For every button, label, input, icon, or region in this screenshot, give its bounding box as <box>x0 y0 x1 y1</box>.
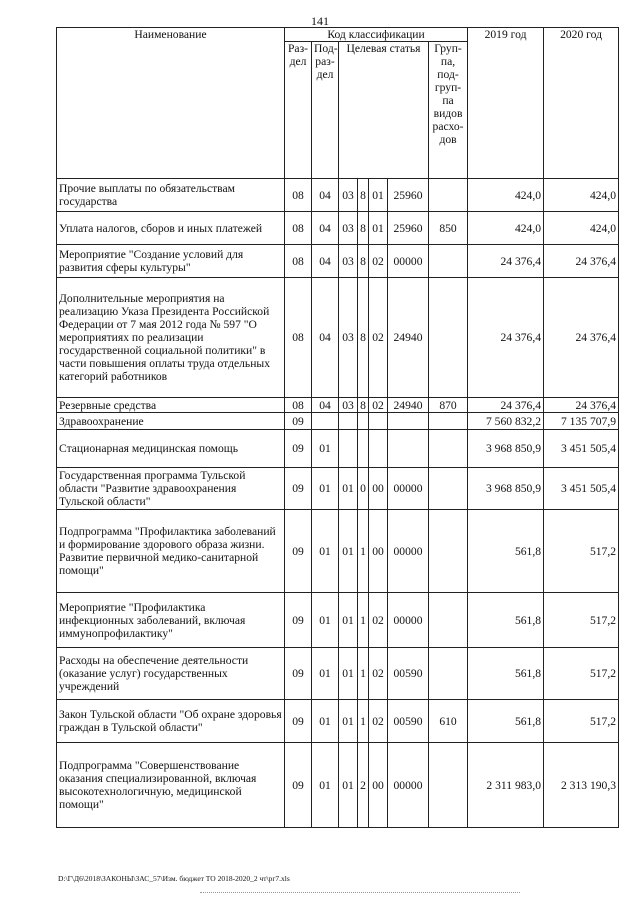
cell-rz: 08 <box>285 398 312 413</box>
cell-name: Государственная программа Тульской области "Развитие здравоохранения Тульской области" <box>57 468 285 510</box>
cell-pr: 01 <box>312 743 339 828</box>
cell-name: Здравоохранение <box>57 413 285 430</box>
cell-d <box>388 430 429 468</box>
cell-rz: 09 <box>285 413 312 430</box>
cell-y2020: 3 451 505,4 <box>544 430 619 468</box>
cell-y2020: 24 376,4 <box>544 278 619 398</box>
cell-a: 01 <box>339 743 358 828</box>
cell-name: Закон Тульской области "Об охране здоровья граждан в Тульской области" <box>57 700 285 743</box>
cell-vr <box>429 743 468 828</box>
cell-vr <box>429 593 468 648</box>
cell-d: 00590 <box>388 648 429 700</box>
cell-y2020: 7 135 707,9 <box>544 413 619 430</box>
cell-y2020: 517,2 <box>544 510 619 593</box>
cell-vr <box>429 179 468 212</box>
cell-d: 24940 <box>388 398 429 413</box>
cell-y2019: 424,0 <box>468 179 544 212</box>
cell-b: 8 <box>358 278 369 398</box>
table-row <box>57 245 619 278</box>
cell-vr <box>429 245 468 278</box>
cell-b: 1 <box>358 593 369 648</box>
cell-pr: 01 <box>312 700 339 743</box>
cell-d: 00000 <box>388 468 429 510</box>
table-row <box>57 648 619 700</box>
cell-c: 01 <box>369 212 388 245</box>
cell-c <box>369 430 388 468</box>
cell-b: 8 <box>358 179 369 212</box>
header-razdel: Раз-дел <box>285 42 312 179</box>
cell-a <box>339 430 358 468</box>
cell-pr: 01 <box>312 468 339 510</box>
cell-rz: 08 <box>285 278 312 398</box>
cell-c: 02 <box>369 398 388 413</box>
cell-b <box>358 430 369 468</box>
cell-vr <box>429 278 468 398</box>
cell-vr: 610 <box>429 700 468 743</box>
cell-pr: 01 <box>312 593 339 648</box>
cell-pr: 04 <box>312 179 339 212</box>
cell-b: 1 <box>358 700 369 743</box>
cell-c: 02 <box>369 593 388 648</box>
cell-c <box>369 413 388 430</box>
cell-d: 00000 <box>388 245 429 278</box>
cell-a: 01 <box>339 510 358 593</box>
cell-a: 01 <box>339 468 358 510</box>
table-row <box>57 468 619 510</box>
cell-y2020: 24 376,4 <box>544 398 619 413</box>
cell-y2019: 7 560 832,2 <box>468 413 544 430</box>
cell-y2020: 517,2 <box>544 593 619 648</box>
cell-name: Подпрограмма "Профилактика заболеваний и формирование здорового образа жизни. Развитие первичной медико-санитарной помощи" <box>57 510 285 593</box>
cell-b: 2 <box>358 743 369 828</box>
cell-y2019: 24 376,4 <box>468 245 544 278</box>
cell-a: 01 <box>339 648 358 700</box>
cell-name: Мероприятие "Профилактика инфекционных заболеваний, включая иммунопрофилактику" <box>57 593 285 648</box>
header-expense-group: Груп-па, под-груп-па видов расхо-дов <box>429 42 468 179</box>
cell-y2020: 424,0 <box>544 212 619 245</box>
budget-table <box>56 27 619 828</box>
cell-y2020: 3 451 505,4 <box>544 468 619 510</box>
cell-name: Стационарная медицинская помощь <box>57 430 285 468</box>
cell-b: 8 <box>358 212 369 245</box>
cell-name: Расходы на обеспечение деятельности (оказание услуг) государственных учреждений <box>57 648 285 700</box>
cell-name: Прочие выплаты по обязательствам государства <box>57 179 285 212</box>
cell-y2019: 24 376,4 <box>468 398 544 413</box>
bottom-divider <box>200 892 520 893</box>
cell-c: 02 <box>369 278 388 398</box>
cell-pr <box>312 413 339 430</box>
cell-c: 02 <box>369 648 388 700</box>
cell-vr: 870 <box>429 398 468 413</box>
cell-rz: 09 <box>285 510 312 593</box>
header-target-article: Целевая статья <box>339 42 429 179</box>
cell-d: 24940 <box>388 278 429 398</box>
cell-rz: 08 <box>285 212 312 245</box>
cell-c: 02 <box>369 245 388 278</box>
cell-rz: 09 <box>285 743 312 828</box>
cell-y2019: 561,8 <box>468 648 544 700</box>
cell-a <box>339 413 358 430</box>
cell-vr <box>429 468 468 510</box>
cell-pr: 04 <box>312 278 339 398</box>
cell-name: Дополнительные мероприятия на реализацию Указа Президента Российской Федерации от 7 мая 2012 года № 597 "О мероприятиях по реализации государственной социальной политики" в части повышения оплаты труда отдельных категорий работников <box>57 278 285 398</box>
cell-y2020: 424,0 <box>544 179 619 212</box>
cell-a: 03 <box>339 245 358 278</box>
cell-y2020: 517,2 <box>544 648 619 700</box>
cell-rz: 09 <box>285 700 312 743</box>
cell-vr <box>429 510 468 593</box>
cell-name: Резервные средства <box>57 398 285 413</box>
cell-y2019: 24 376,4 <box>468 278 544 398</box>
cell-c: 01 <box>369 179 388 212</box>
cell-c: 02 <box>369 700 388 743</box>
cell-y2019: 3 968 850,9 <box>468 468 544 510</box>
cell-c: 00 <box>369 468 388 510</box>
cell-vr: 850 <box>429 212 468 245</box>
cell-name: Подпрограмма "Совершенствование оказания специализированной, включая высокотехнологичную, медицинской помощи" <box>57 743 285 828</box>
cell-rz: 09 <box>285 593 312 648</box>
cell-rz: 09 <box>285 430 312 468</box>
cell-d: 00000 <box>388 510 429 593</box>
cell-d: 25960 <box>388 179 429 212</box>
cell-y2020: 24 376,4 <box>544 245 619 278</box>
cell-a: 01 <box>339 700 358 743</box>
cell-a: 03 <box>339 179 358 212</box>
cell-vr <box>429 413 468 430</box>
table-row <box>57 179 619 212</box>
cell-b: 1 <box>358 648 369 700</box>
cell-name: Мероприятие "Создание условий для развития сферы культуры" <box>57 245 285 278</box>
table-row <box>57 212 619 245</box>
table-row <box>57 743 619 828</box>
header-2020: 2020 год <box>544 28 619 179</box>
cell-y2019: 3 968 850,9 <box>468 430 544 468</box>
cell-rz: 08 <box>285 179 312 212</box>
header-name: Наименование <box>57 28 285 179</box>
table-row <box>57 430 619 468</box>
table-body <box>57 179 619 828</box>
cell-b: 8 <box>358 245 369 278</box>
cell-d: 25960 <box>388 212 429 245</box>
table-row <box>57 413 619 430</box>
cell-y2019: 561,8 <box>468 700 544 743</box>
cell-a: 03 <box>339 398 358 413</box>
table-row <box>57 510 619 593</box>
cell-d: 00590 <box>388 700 429 743</box>
file-path-footer: D:\Г\Д6\2018\ЗАКОНЫ\ЗАС_57\Изм. бюджет ТО 2018-2020_2 чт\рг7.xls <box>58 874 290 883</box>
cell-vr <box>429 648 468 700</box>
table-row <box>57 700 619 743</box>
cell-b: 1 <box>358 510 369 593</box>
cell-pr: 04 <box>312 398 339 413</box>
cell-c: 00 <box>369 510 388 593</box>
cell-rz: 09 <box>285 468 312 510</box>
cell-a: 03 <box>339 278 358 398</box>
table-row <box>57 593 619 648</box>
cell-d: 00000 <box>388 743 429 828</box>
cell-pr: 01 <box>312 510 339 593</box>
cell-a: 03 <box>339 212 358 245</box>
cell-b <box>358 413 369 430</box>
cell-rz: 08 <box>285 245 312 278</box>
header-2019: 2019 год <box>468 28 544 179</box>
cell-y2020: 2 313 190,3 <box>544 743 619 828</box>
cell-pr: 04 <box>312 212 339 245</box>
cell-y2020: 517,2 <box>544 700 619 743</box>
cell-b: 0 <box>358 468 369 510</box>
cell-a: 01 <box>339 593 358 648</box>
cell-b: 8 <box>358 398 369 413</box>
header-podrazdel: Под-раз-дел <box>312 42 339 179</box>
cell-pr: 04 <box>312 245 339 278</box>
cell-d: 00000 <box>388 593 429 648</box>
table-row <box>57 278 619 398</box>
cell-y2019: 424,0 <box>468 212 544 245</box>
cell-c: 00 <box>369 743 388 828</box>
cell-name: Уплата налогов, сборов и иных платежей <box>57 212 285 245</box>
cell-rz: 09 <box>285 648 312 700</box>
cell-d <box>388 413 429 430</box>
cell-y2019: 2 311 983,0 <box>468 743 544 828</box>
header-classification-code: Код классификации <box>285 28 468 42</box>
cell-y2019: 561,8 <box>468 593 544 648</box>
cell-pr: 01 <box>312 430 339 468</box>
cell-vr <box>429 430 468 468</box>
cell-pr: 01 <box>312 648 339 700</box>
cell-y2019: 561,8 <box>468 510 544 593</box>
page-number: 141 <box>311 14 329 28</box>
table-row <box>57 398 619 413</box>
